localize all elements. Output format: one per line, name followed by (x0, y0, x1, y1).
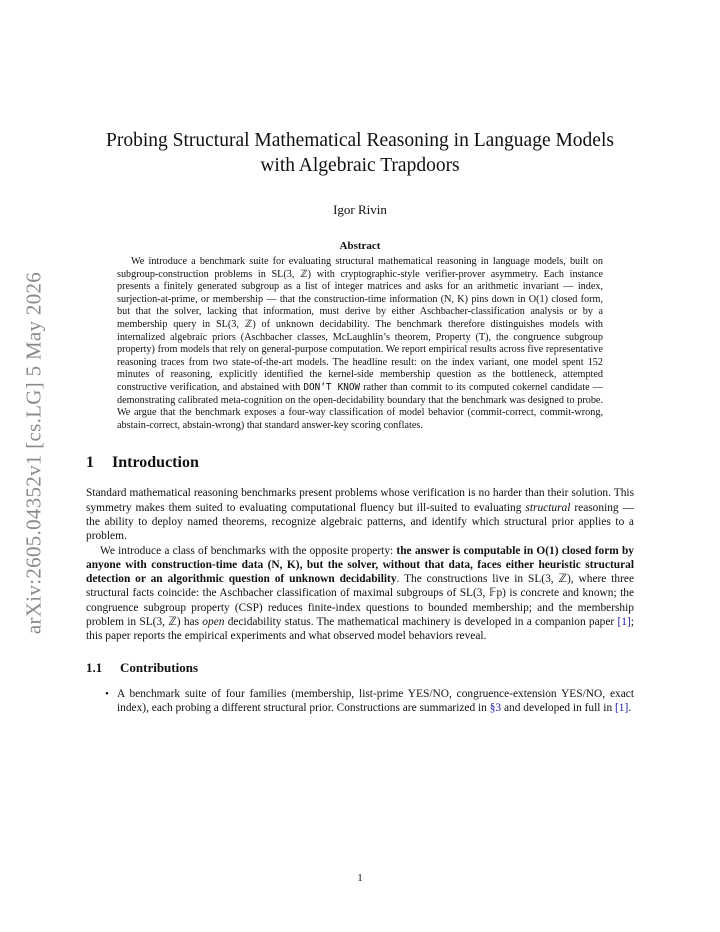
abstract-heading: Abstract (339, 240, 381, 252)
list-item (105, 687, 634, 716)
intro-p1-text: Standard mathematical reasoning benchmarks present problems whose verification is no harder than their solution. This symmetry makes them suited to evaluating computational fluency but ill-suited to evaluating (86, 487, 634, 514)
abstract-text-1: We introduce a benchmark suite for evaluating structural mathematical reasoning in language models, built on subgroup-construction problems in SL(3, ℤ) with cryptographic-style verifier-prover asymmetry. Each instance presents a finitely generated subgroup as a list of integer matrices and asks for an arithmetic invariant — index, surjection-at-prime, or membership — that the construction-time information (N, K) pins down in O(1) closed form, but that the solver, lacking that information, must derive by either Aschbacher-classification analysis or by a membership query in SL(3, ℤ) of unknown decidability. The benchmark therefore distinguishes models with internalized algebraic priors (Aschbacher classes, McLaughlin’s theorem, Property (T), the congruence subgroup property) from models that rely on general-purpose computation. We report empirical results across five representative reasoning traces from two state-of-the-art models. The headline result: on the index variant, one model spent 152 minutes of reasoning, explicitly identified the kernel-side membership question as the bottleneck, attempted constructive verification, and abstained with (117, 256, 603, 393)
citation-link[interactable]: [1] (617, 615, 631, 628)
bullet-icon: • (105, 687, 109, 700)
contributions-list (86, 687, 634, 716)
intro-p2-end: ; this paper reports the empirical experiments and what observed model behaviors reveal. (86, 615, 634, 643)
author-name: Igor Rivin (333, 202, 387, 217)
paper-page (86, 128, 634, 715)
intro-paragraph-2 (86, 544, 634, 644)
intro-p2-start: We introduce a class of benchmarks with the opposite property: (100, 544, 397, 557)
subsection-number: 1.1 (86, 659, 103, 675)
paper-title (86, 128, 634, 178)
arxiv-stamp-text: arXiv:2605.04352v1 [cs.LG] 5 May 2026 (21, 271, 46, 635)
bullet-text-mid: and developed in full in (501, 701, 616, 714)
section-number: 1 (86, 454, 94, 472)
intro-paragraph-1 (86, 486, 634, 543)
title-line-1: Probing Structural Mathematical Reasoning in Language Models (106, 130, 614, 151)
subsection-heading-contributions (86, 660, 634, 676)
page-number: 1 (357, 872, 363, 884)
section-ref-link[interactable]: §3 (489, 701, 502, 714)
abstract-text-2: rather than commit to its computed cokernel candidate — demonstrating calibrated meta-cognition on the open-decidability boundary that the benchmark was designed to probe. We argue that the benchmark exposes a four-way classification of model behavior (commit-correct, commit-wrong, abstain-correct, abstain-wrong) that standard answer-key scoring conflates. (117, 381, 603, 431)
intro-p2-bold: the answer is computable in O(1) closed form by anyone with construction-time data (N, K), but the solver, without that data, faces either heuristic structural detection or an algorithmic question of unknown decidability (86, 544, 635, 586)
intro-p2-mid2: decidability status. The mathematical machinery is developed in a companion paper (224, 615, 618, 628)
title-line-2: with Algebraic Trapdoors (260, 155, 460, 176)
intro-p2-emphasis: open (202, 615, 225, 628)
intro-p2-mid: . The constructions live in SL(3, ℤ), where three structural facts coincide: the Aschbacher classification of maximal subgroups of SL(3, 𝔽p) is concrete and known; the congruence subgroup property (CSP) reduces finite-index questions to bounded membership; and the membership problem in SL(3, ℤ) has (86, 573, 634, 628)
citation-link[interactable]: [1] (615, 701, 629, 714)
intro-p1-rest: reasoning — the ability to deploy named theorems, recognize algebraic patterns, and identify which structural prior applies to a problem. (86, 501, 634, 543)
abstract-body (117, 256, 603, 432)
bullet-text-end: . (628, 701, 632, 714)
arxiv-stamp (14, 258, 54, 648)
bullet-text-start: A benchmark suite of four families (membership, list-prime YES/NO, congruence-extension YES/NO, exact index), each probing a different structural prior. Constructions are summarized in (117, 687, 634, 714)
section-heading-introduction (86, 454, 634, 472)
abstract-code: DON’T KNOW (303, 381, 361, 393)
subsection-title: Contributions (120, 659, 199, 675)
section-title: Introduction (112, 454, 199, 472)
intro-p1-emphasis: structural (525, 501, 571, 514)
